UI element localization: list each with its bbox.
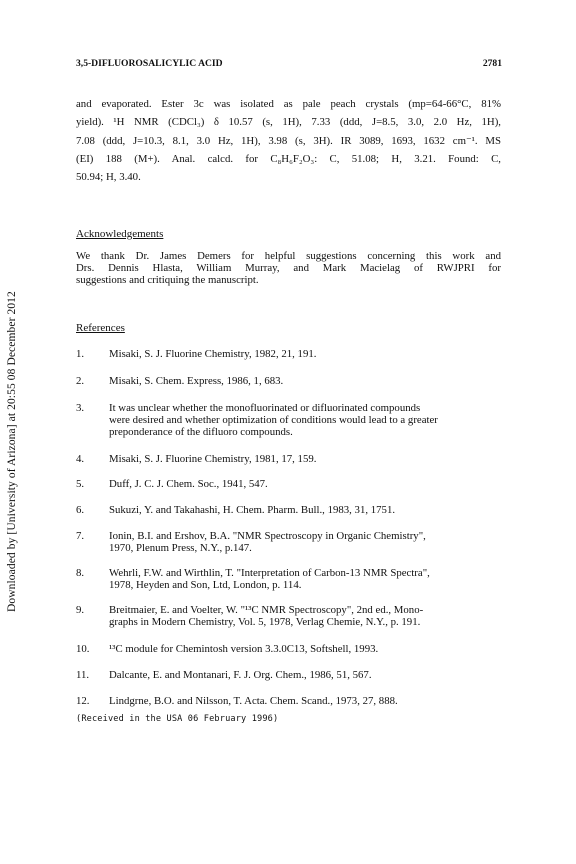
reference-text: were desired and whether optimization of conditions would lead to a greater (109, 414, 438, 426)
reference-text: 1970, Plenum Press, N.Y., p.147. (109, 542, 252, 554)
article-title: 3,5-DIFLUOROSALICYLIC ACID (76, 58, 223, 69)
download-watermark (6, 212, 24, 612)
reference-text: Misaki, S. J. Fluorine Chemistry, 1981, 17, 159. (109, 453, 317, 465)
reference-number: 5. (76, 478, 85, 490)
reference-text: Ionin, B.I. and Ershov, B.A. "NMR Spectroscopy in Organic Chemistry", (109, 530, 426, 542)
experimental-line: 7.08 (ddd, J=10.3, 8.1, 3.0 Hz, 1H), 3.98 (s, 3H). IR 3089, 1693, 1632 cm⁻¹. MS (76, 134, 501, 147)
reference-number: 12. (76, 695, 90, 707)
reference-number: 6. (76, 504, 85, 516)
reference-number: 4. (76, 453, 85, 465)
reference-text: Duff, J. C. J. Chem. Soc., 1941, 547. (109, 478, 268, 490)
reference-text: 1978, Heyden and Son, Ltd, London, p. 114. (109, 579, 302, 591)
experimental-line: and evaporated. Ester 3c was isolated as pale peach crystals (mp=64-66°C, 81% (76, 98, 501, 110)
reference-text: It was unclear whether the monofluorinated or difluorinated compounds (109, 402, 421, 414)
reference-text: Misaki, S. J. Fluorine Chemistry, 1982, 21, 191. (109, 348, 317, 360)
reference-number: 9. (76, 604, 85, 616)
references-heading: References (76, 322, 125, 334)
reference-text: graphs in Modern Chemistry, Vol. 5, 1978, Verlag Chemie, N.Y., p. 191. (109, 616, 421, 628)
experimental-line: 50.94; H, 3.40. (76, 171, 141, 184)
download-watermark-text: Downloaded by [University of Arizona] at 20:55 08 December 2012 (6, 291, 18, 612)
received-date: (Received in the USA 06 February 1996) (76, 714, 279, 724)
reference-text: Misaki, S. Chem. Express, 1986, 1, 683. (109, 375, 284, 387)
reference-number: 7. (76, 530, 85, 542)
experimental-line: (EI) 188 (M+). Anal. calcd. for C₈H₆F₂O₃: C, 51.08; H, 3.21. Found: C, (76, 152, 501, 165)
reference-number: 10. (76, 643, 90, 655)
reference-number: 1. (76, 348, 85, 360)
reference-text: Breitmaier, E. and Voelter, W. "¹³C NMR Spectroscopy", 2nd ed., Mono- (109, 604, 424, 616)
acknowledgements-text (76, 250, 501, 286)
page-number: 2781 (482, 58, 502, 69)
running-head (76, 58, 502, 69)
reference-number: 11. (76, 669, 90, 681)
reference-text: Wehrli, F.W. and Wirthlin, T. "Interpretation of Carbon-13 NMR Spectra", (109, 567, 430, 579)
acknowledgements-heading: Acknowledgements (76, 228, 164, 240)
reference-number: 8. (76, 567, 85, 579)
acknowledgements-line: We thank Dr. James Demers for helpful suggestions concerning this work and (76, 250, 501, 262)
reference-text: Sukuzi, Y. and Takahashi, H. Chem. Pharm. Bull., 1983, 31, 1751. (109, 504, 396, 516)
experimental-paragraph (76, 95, 501, 186)
reference-text: Dalcante, E. and Montanari, F. J. Org. Chem., 1986, 51, 567. (109, 669, 372, 681)
acknowledgements-line: suggestions and critiquing the manuscript. (76, 274, 259, 286)
reference-number: 3. (76, 402, 85, 414)
reference-text: Lindgrne, B.O. and Nilsson, T. Acta. Chem. Scand., 1973, 27, 888. (109, 695, 398, 707)
experimental-line: yield). ¹H NMR (CDCl₃) δ 10.57 (s, 1H), 7.33 (ddd, J=8.5, 3.0, 2.0 Hz, 1H), (76, 116, 501, 129)
acknowledgements-line: Drs. Dennis Hlasta, William Murray, and Mark Macielag of RWJPRI for (76, 262, 501, 274)
reference-number: 2. (76, 375, 85, 387)
reference-text: ¹³C module for Chemintosh version 3.3.0C13, Softshell, 1993. (109, 643, 379, 655)
reference-text: preponderance of the difluoro compounds. (109, 426, 293, 438)
